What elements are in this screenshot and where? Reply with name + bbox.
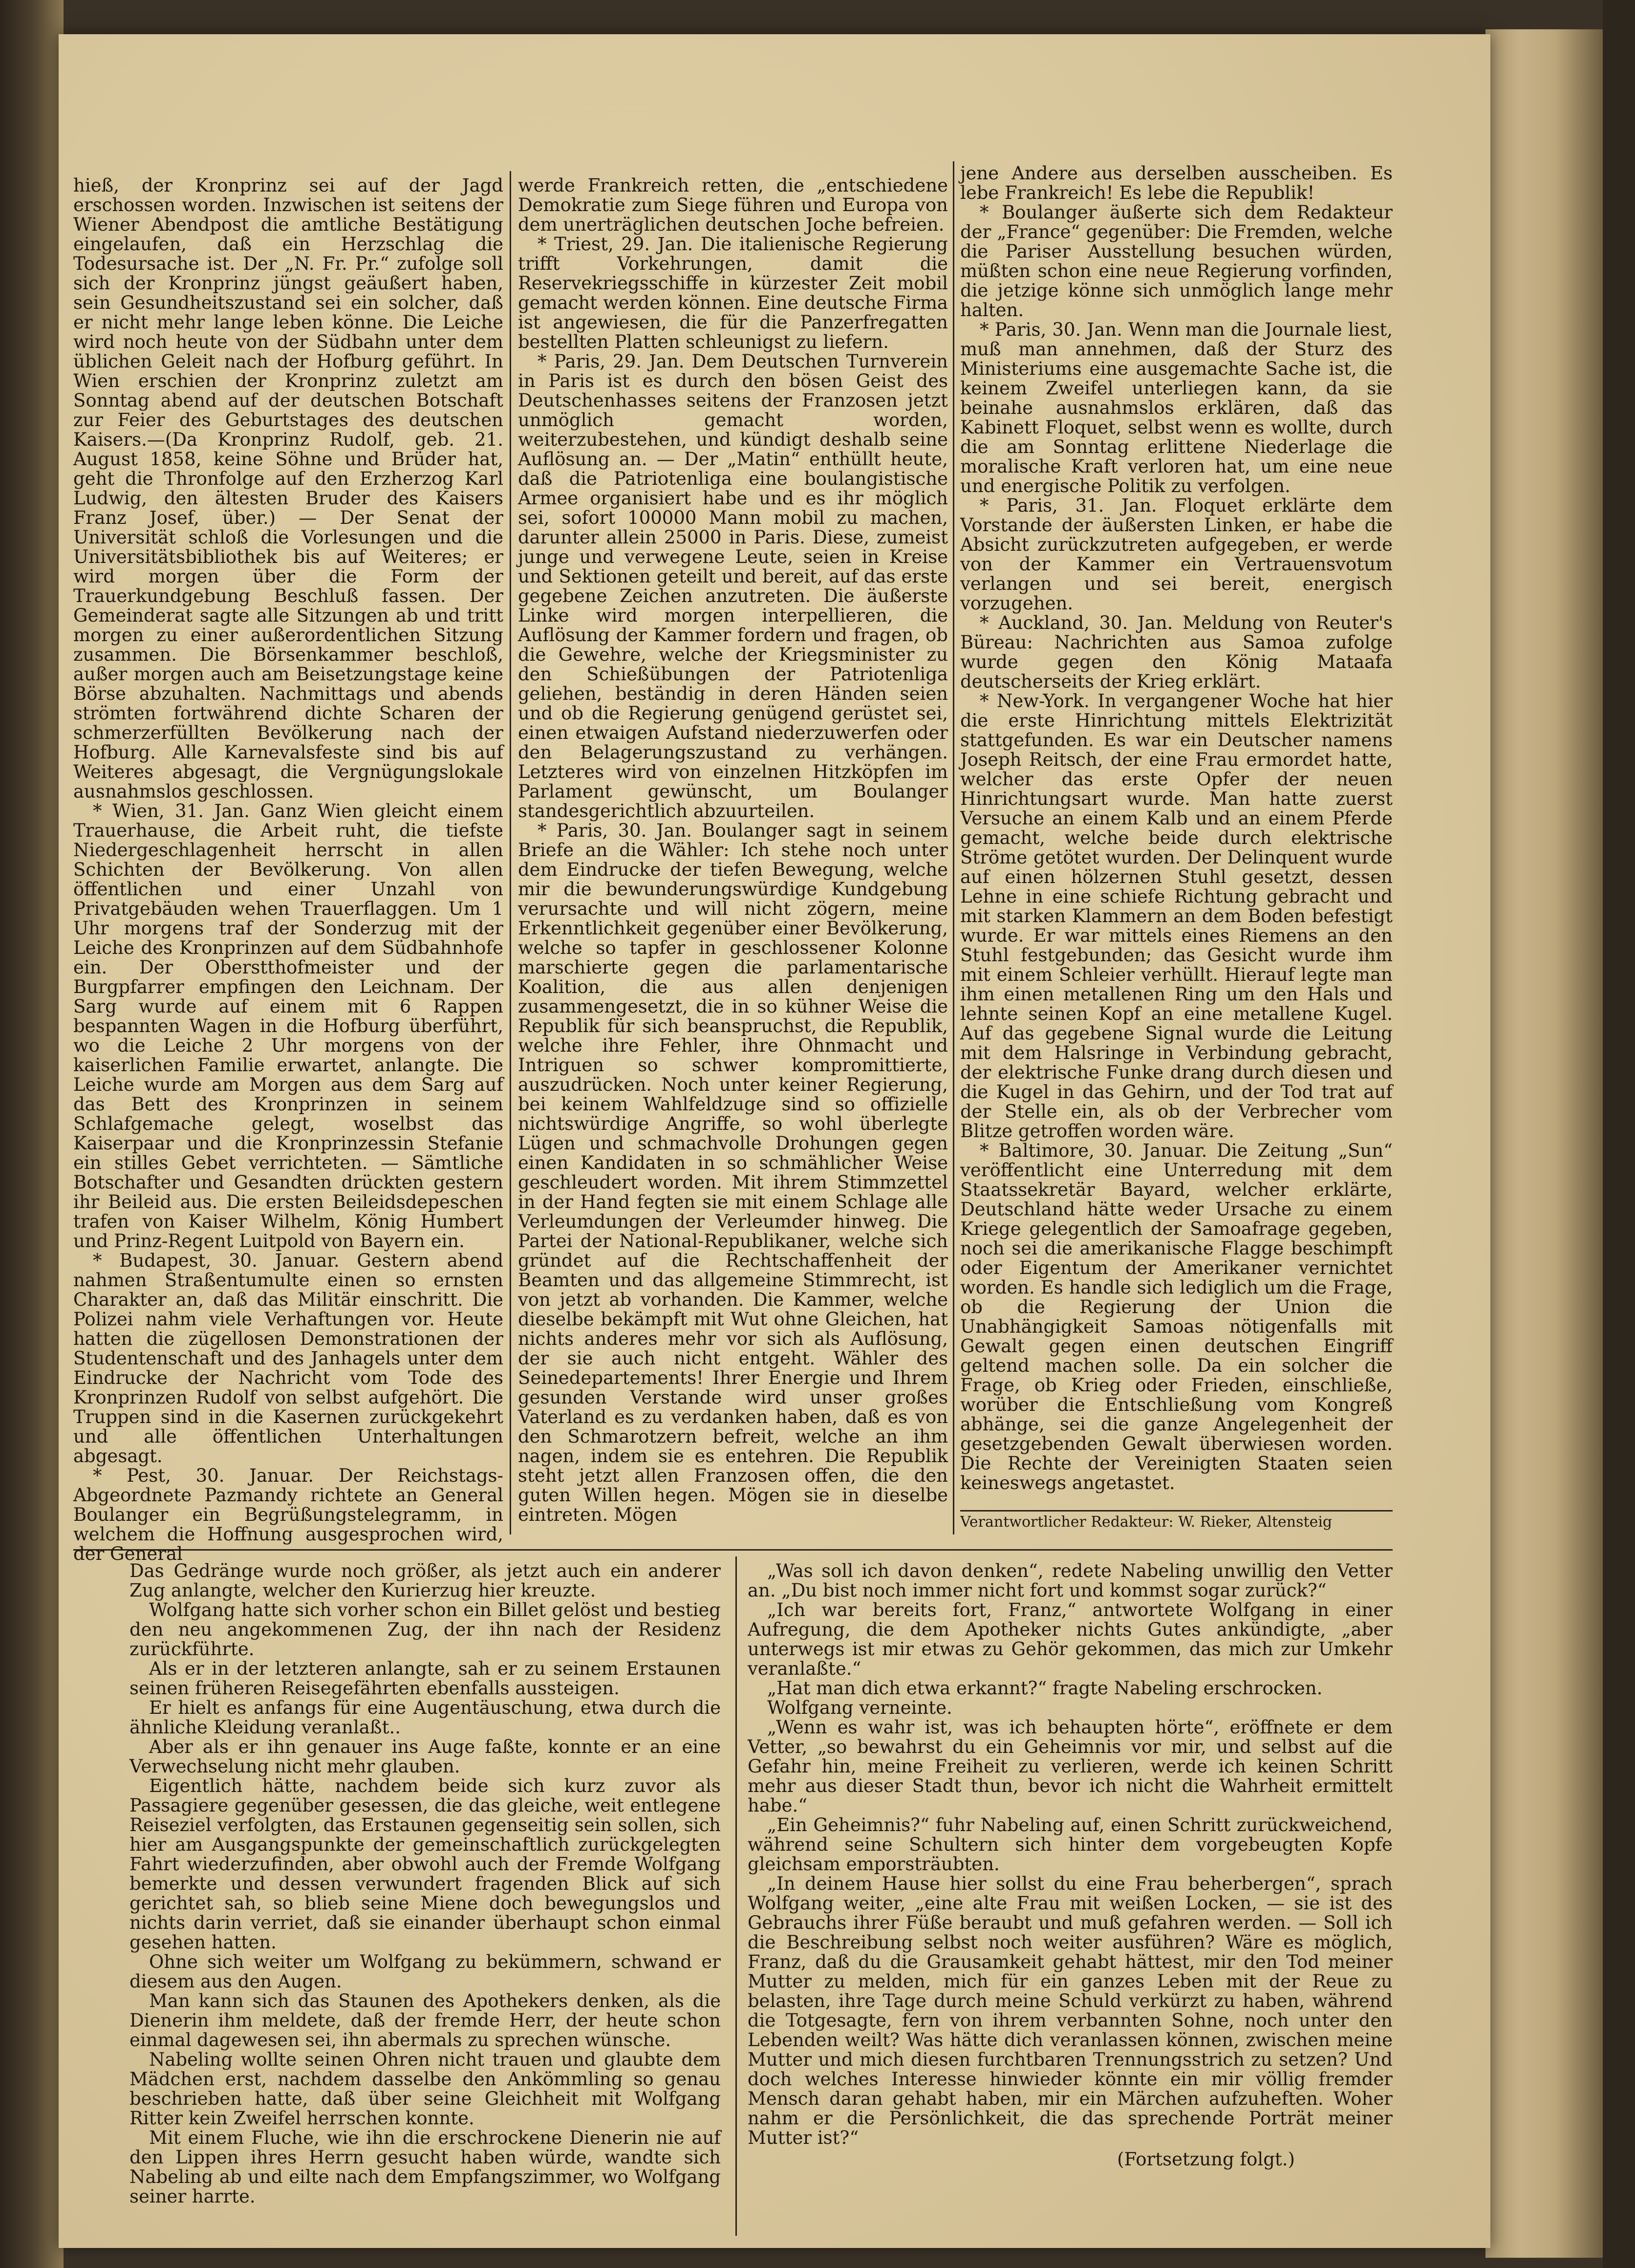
- feuilleton-column-2: [748, 1561, 1393, 2231]
- paragraph: * Paris, 31. Jan. Floquet erklärte dem Vorstande der äußersten Linken, er habe die Absicht zurückzutreten aufgegeben, er werde von der Kammer ein Vertrauensvotum verlangen und sei bereit, energisch vorzugehen.: [960, 495, 1393, 614]
- paragraph: Mit einem Fluche, wie ihn die erschrockene Dienerin nie auf den Lippen ihres Herrn gesucht haben würde, wandte sich Nabeling ab und eilte nach dem Empfangszimmer, wo Wolfgang seiner harrte.: [129, 2127, 721, 2207]
- editor-imprint: Verantwortlicher Redakteur: W. Rieker, Altensteig: [960, 1513, 1333, 1531]
- paragraph: „Ein Geheimnis?“ fuhr Nabeling auf, einen Schritt zurückweichend, während seine Schultern sich hinter dem vorgebeugten Kopfe gleichsam emporsträubten.: [748, 1814, 1393, 1875]
- paragraph: Man kann sich das Staunen des Apothekers denken, als die Dienerin ihm meldete, daß der fremde Herr, der heute schon einmal dagewesen sei, ihn abermals zu sprechen wünsche.: [129, 1990, 721, 2051]
- paragraph: „In deinem Hause hier sollst du eine Frau beherbergen“, sprach Wolfgang weiter, „eine alte Frau mit weißen Locken, — sie ist des Gebrauchs ihrer Füße beraubt und muß gefahren werden. — Soll ich die Beschreibung selbst noch weiter ausführen? Wäre es möglich, Franz, daß du die Grausamkeit gehabt hättest, mir den Tod meiner Mutter zu melden, mich für ein ganzes Leben mit der Reue zu belasten, ihre Tage durch meine Schuld verkürzt zu haben, während die Totgesagte, fern von ihrem verbannten Sohne, noch unter den Lebenden weilt? Was hätte dich veranlassen können, zwischen meine Mutter und mich diesen furchtbaren Trennungsstrich zu setzen? Und doch welches Interesse hinwieder könnte ein mir völlig fremder Mensch daran gehabt haben, mir ein Märchen aufzuheften. Woher nahm er die Persönlichkeit, die das sprechende Porträt meiner Mutter ist?“: [748, 1873, 1393, 2148]
- news-column-2: [518, 176, 948, 1530]
- paragraph: * Budapest, 30. Januar. Gestern abend nahmen Straßentumulte einen so ernsten Charakter an, daß das Militär einschritt. Die Polizei nahm viele Verhaftungen vor. Heute hatten die zügellosen Demonstrationen der Studentenschaft und des Janhagels unter dem Eindrucke der Nachricht vom Tode des Kronprinzen Rudolf von selbst aufgehört. Die Truppen sind in die Kasernen zurückgekehrt und alle öffentlichen Unterhaltungen abgesagt.: [73, 1250, 503, 1467]
- paragraph: * Triest, 29. Jan. Die italienische Regierung trifft Vorkehrungen, damit die Reservekriegsschiffe in kürzester Zeit mobil gemacht werden können. Eine deutsche Firma ist angewiesen, die für die Panzerfregatten bestellten Platten schleunigst zu liefern.: [518, 234, 948, 352]
- paragraph: werde Frankreich retten, die „entschiedene Demokratie zum Siege führen und Europa von dem unerträglichen deutschen Joche befreien.: [518, 175, 948, 235]
- paragraph: Eigentlich hätte, nachdem beide sich kurz zuvor als Passagiere gegenüber gesessen, die das gleiche, weit entlegene Reiseziel verfolgten, das Erstaunen gegenseitig sein sollen, sich hier am Ausgangspunkte der gemeinschaftlich zurückgelegten Fahrt wiederzufinden, aber obwohl auch der Fremde Wolfgang bemerkte und dessen verwundert fragenden Blick auf sich gerichtet sah, so blieb seine Miene doch bewegungslos und nichts darin verriet, daß sie einander überhaupt schon einmal gesehen hatten.: [129, 1775, 721, 1953]
- paragraph: * Boulanger äußerte sich dem Redakteur der „France“ gegenüber: Die Fremden, welche die Pariser Ausstellung besuchen würden, müßten schon eine neue Regierung vorfinden, die jetzige könne sich unmöglich lange mehr halten.: [960, 202, 1393, 321]
- news-column-3: [960, 164, 1393, 1512]
- paragraph: * Paris, 30. Jan. Wenn man die Journale liest, muß man annehmen, daß der Sturz des Ministeriums eine ausgemachte Sache ist, die keinem Zweifel unterliegen kann, da sie beinahe ausnahmslos erklären, daß das Kabinett Floquet, selbst wenn es wollte, durch die am Sonntag erlittene Niederlage die moralische Kraft verloren hat, um eine neue und energische Politik zu verfolgen.: [960, 319, 1393, 497]
- book-binding-edge: [1485, 29, 1603, 2258]
- feuilleton-column-rule: [735, 1556, 737, 2236]
- paragraph: Er hielt es anfangs für eine Augentäuschung, etwa durch die ähnliche Kleidung veranlaßt..: [129, 1697, 721, 1738]
- paragraph: „Ich war bereits fort, Franz,“ antwortete Wolfgang in einer Aufregung, die dem Apotheker nichts Gutes ankündigte, „aber unterwegs ist mir etwas zu Gehör gekommen, das mich zur Umkehr veranlaßte.“: [748, 1599, 1393, 1679]
- book-spine: [0, 0, 64, 2268]
- paragraph: Das Gedränge wurde noch größer, als jetzt auch ein anderer Zug anlangte, welcher den Kurierzug hier kreuzte.: [129, 1560, 721, 1601]
- paragraph: * Pest, 30. Januar. Der Reichstags-Abgeordnete Pazmandy richtete an General Boulanger ein Begrüßungstelegramm, in welchem die Hoffnung ausgesprochen wird, der General: [73, 1465, 503, 1564]
- paragraph: * New-York. In vergangener Woche hat hier die erste Hinrichtung mittels Elektrizität stattgefunden. Es war ein Deutscher namens Joseph Reitsch, der eine Frau ermordet hatte, welcher das erste Opfer der neuen Hinrichtungsart wurde. Man hatte zuerst Versuche an einem Kalb und an einem Pferde gemacht, welche beide durch elektrische Ströme getötet wurden. Der Delinquent wurde auf einen hölzernen Stuhl gesetzt, dessen Lehne in eine schiefe Richtung gebracht und mit starken Klammern an dem Boden befestigt wurde. Er war mittels eines Riemens an den Stuhl festgebunden; das Gesicht wurde ihm mit einem Schleier verhüllt. Hierauf legte man ihm einen metallenen Ring um den Hals und lehnte seinen Kopf an eine metallene Kugel. Auf das gegebene Signal wurde die Leitung mit dem Halsringe in Verbindung gebracht, der elektrische Funke drang durch diesen und die Kugel in das Gehirn, und der Tod trat auf der Stelle ein, als ob der Verbrecher vom Blitze getroffen worden wäre.: [960, 691, 1393, 1142]
- column-rule-1: [510, 171, 511, 1534]
- feuilleton-column-2-body: [748, 1561, 1393, 2148]
- news-column-1: [73, 175, 503, 1564]
- paragraph: * Baltimore, 30. Januar. Die Zeitung „Sun“ veröffentlicht eine Unterredung mit dem Staatssekretär Bayard, welcher erklärte, Deutschland hätte weder Ursache zu einem Kriege gelegentlich der Samoafrage gegeben, noch sei die amerikanische Flagge beschimpft oder Eigentum der Amerikaner vernichtet worden. Es handle sich lediglich um die Frage, ob die Regierung der Union die Unabhängigkeit Samoas nötigenfalls mit Gewalt gegen einen deutschen Eingriff geltend machen solle. Da ein solcher die Frage, ob Krieg oder Frieden, einschließe, worüber die Entschließung vom Kongreß abhänge, sei die ganze Angelegenheit der gesetzgebenden Gewalt überwiesen worden. Die Rechte der Vereinigten Staaten seien keineswegs angetastet.: [960, 1140, 1393, 1493]
- paragraph: Ohne sich weiter um Wolfgang zu bekümmern, schwand er diesem aus den Augen.: [129, 1951, 721, 1992]
- paragraph: hieß, der Kronprinz sei auf der Jagd erschossen worden. Inzwischen ist seitens der Wiener Abendpost die amtliche Bestätigung eingelaufen, daß ein Herzschlag die Todesursache ist. Der „N. Fr. Pr.“ zufolge soll sich der Kronprinz jüngst geäußert haben, sein Gesundheitszustand sei ein solcher, daß er nicht mehr lange leben könne. Die Leiche wird noch heute von der Südbahn unter dem üblichen Geleit nach der Hofburg geführt. In Wien erschien der Kronprinz zuletzt am Sonntag abend auf der deutschen Botschaft zur Feier des Geburtstages des deutschen Kaisers.—(Da Kronprinz Rudolf, geb. 21. August 1858, keine Söhne und Brüder hat, geht die Thronfolge auf den Erzherzog Karl Ludwig, den ältesten Bruder des Kaisers Franz Josef, über.) — Der Senat der Universität schloß die Vorlesungen und die Universitätsbibliothek bis auf Weiteres; er wird morgen über die Form der Trauerkundgebung Beschluß fassen. Der Gemeinderat sagte alle Sitzungen ab und tritt morgen zu einer außerordentlichen Sitzung zusammen. Die Börsenkammer beschloß, außer morgen auch am Beisetzungstage keine Börse abzuhalten. Nachmittags und abends strömten fortwährend dichte Scharen der schmerzerfüllten Bevölkerung nach der Hofburg. Alle Karnevalsfeste sind bis auf Weiteres abgesagt, die Vergnügungslokale ausnahmslos geschlossen.: [73, 175, 503, 802]
- book-cover-edge: [1603, 0, 1635, 2268]
- paragraph: Wolfgang hatte sich vorher schon ein Billet gelöst und bestieg den neu angekommenen Zug, der ihn nach der Residenz zurückführte.: [129, 1599, 721, 1660]
- paragraph: Nabeling wollte seinen Ohren nicht trauen und glaubte dem Mädchen erst, nachdem dasselbe den Ankömmling so genau beschrieben hatte, daß über seine Gleichheit mit Wolfgang Ritter kein Zweifel herrschen konnte.: [129, 2049, 721, 2129]
- paragraph: * Wien, 31. Jan. Ganz Wien gleicht einem Trauerhause, die Arbeit ruht, die tiefste Niedergeschlagenheit herrscht in allen Schichten der Bevölkerung. Von allen öffentlichen und einer Unzahl von Privatgebäuden wehen Trauerflaggen. Um 1 Uhr morgens traf der Sonderzug mit der Leiche des Kronprinzen auf dem Südbahnhofe ein. Der Oberstthofmeister und der Burgpfarrer empfingen den Leichnam. Der Sarg wurde auf einem mit 6 Rappen bespannten Wagen in die Hofburg überführt, wo die Leiche 2 Uhr morgens von der kaiserlichen Familie erwartet, anlangte. Die Leiche wurde am Morgen aus dem Sarg auf das Bett des Kronprinzen in seinem Schlafgemache gelegt, woselbst das Kaiserpaar und die Kronprinzessin Stefanie ein stilles Gebet verrichteten. — Sämtliche Botschafter und Gesandten drückten gestern ihr Beileid aus. Die ersten Beileidsdepeschen trafen von Kaiser Wilhelm, König Humbert und Prinz-Regent Luitpold von Bayern ein.: [73, 800, 503, 1252]
- paragraph: Aber als er ihn genauer ins Auge faßte, konnte er an eine Verwechselung nicht mehr glauben.: [129, 1736, 721, 1777]
- column-rule-2: [953, 161, 954, 1534]
- paragraph: * Paris, 30. Jan. Boulanger sagt in seinem Briefe an die Wähler: Ich stehe noch unter dem Eindrucke der tiefen Bewegung, welche mir die bewunderungswürdige Kundgebung verursachte und will nicht zögern, meine Erkenntlichkeit gegenüber einer Bevölkerung, welche so tapfer in geschlossener Kolonne marschierte gegen die parlamentarische Koalition, die aus allen denjenigen zusammengesetzt, die in so kühner Weise die Republik für sich beanspruchst, die Republik, welche ihre Fehler, ihre Ohnmacht und Intriguen so schwer kompromittierte, auszudrücken. Noch unter keiner Regierung, bei keinem Wahlfeldzuge sind so offizielle nichtswürdige Angriffe, so wohl überlegte Lügen und schmachvolle Drohungen gegen einen Kandidaten in so schmählicher Weise geschleudert worden. Mit ihrem Stimmzettel in der Hand fegten sie mit einem Schlage alle Verleumdungen der Verleumder hinweg. Die Partei der National-Republikaner, welche sich gründet auf die Rechtschaffenheit der Beamten und das allgemeine Stimmrecht, ist von jetzt ab vorhanden. Die Kammer, welche dieselbe bekämpft mit Wut ohne Gleichen, hat nichts anderes mehr vor sich als Auflösung, der sie auch nicht entgeht. Wähler des Seinedepartements! Ihrer Energie und Ihrem gesunden Verstande wird unser großes Vaterland es zu verdanken haben, daß es von den Schmarotzern befreit, welche an ihm nagen, indem sie es entehren. Die Republik steht jetzt allen Franzosen offen, die den guten Willen hegen. Mögen sie in dieselbe eintreten. Mögen: [518, 820, 948, 1525]
- paragraph: „Wenn es wahr ist, was ich behaupten hörte“, eröffnete er dem Vetter, „so bewahrst du ein Geheimnis vor mir, und selbst auf die Gefahr hin, meine Freiheit zu verlieren, werde ich keinen Schritt mehr aus dieser Stadt thun, bevor ich nicht die Wahrheit ermittelt habe.“: [748, 1717, 1393, 1816]
- paragraph: jene Andere aus derselben ausscheiben. Es lebe Frankreich! Es lebe die Republik!: [960, 163, 1393, 203]
- feuilleton-column-1: [129, 1561, 721, 2231]
- paragraph: * Auckland, 30. Jan. Meldung von Reuter's Büreau: Nachrichten aus Samoa zufolge wurde gegen den König Mataafa deutscherseits der Krieg erklärt.: [960, 612, 1393, 692]
- paragraph: „Hat man dich etwa erkannt?“ fragte Nabeling erschrocken.: [767, 1678, 1323, 1699]
- paragraph: „Was soll ich davon denken“, redete Nabeling unwillig den Vetter an. „Du bist noch immer nicht fort und kommst sogar zurück?“: [748, 1560, 1393, 1601]
- paragraph: * Paris, 29. Jan. Dem Deutschen Turnverein in Paris ist es durch den bösen Geist des Deutschenhasses seitens der Franzosen jetzt unmöglich gemacht worden, weiterzubestehen, und kündigt deshalb seine Auflösung an. — Der „Matin“ enthüllt heute, daß die Patriotenliga eine boulangistische Armee organisiert habe und es ihr möglich sei, sofort 100000 Mann mobil zu machen, darunter allein 25000 in Paris. Diese, zumeist junge und verwegene Leute, seien in Kreise und Sektionen geteilt und bereit, auf das erste gegebene Zeichen anzutreten. Die äußerste Linke wird morgen interpellieren, die Auflösung der Kammer fordern und fragen, ob die Gewehre, welche der Kriegsminister zu den Schießübungen der Patriotenliga geliehen, beständig in deren Händen seien und ob die Regierung genügend gerüstet sei, einen etwaigen Aufstand niederzuwerfen oder den Belagerungszustand zu verhängen. Letzteres wird von einzelnen Hitzköpfen im Parlament gewünscht, um Boulanger standesgerichtlich abzuurteilen.: [518, 351, 948, 821]
- continuation-note: (Fortsetzung folgt.): [1117, 2149, 1295, 2170]
- paragraph: Wolfgang verneinte.: [767, 1697, 952, 1718]
- paragraph: Als er in der letzteren anlangte, sah er zu seinem Erstaunen seinen früheren Reisegefährten ebenfalls aussteigen.: [129, 1658, 721, 1699]
